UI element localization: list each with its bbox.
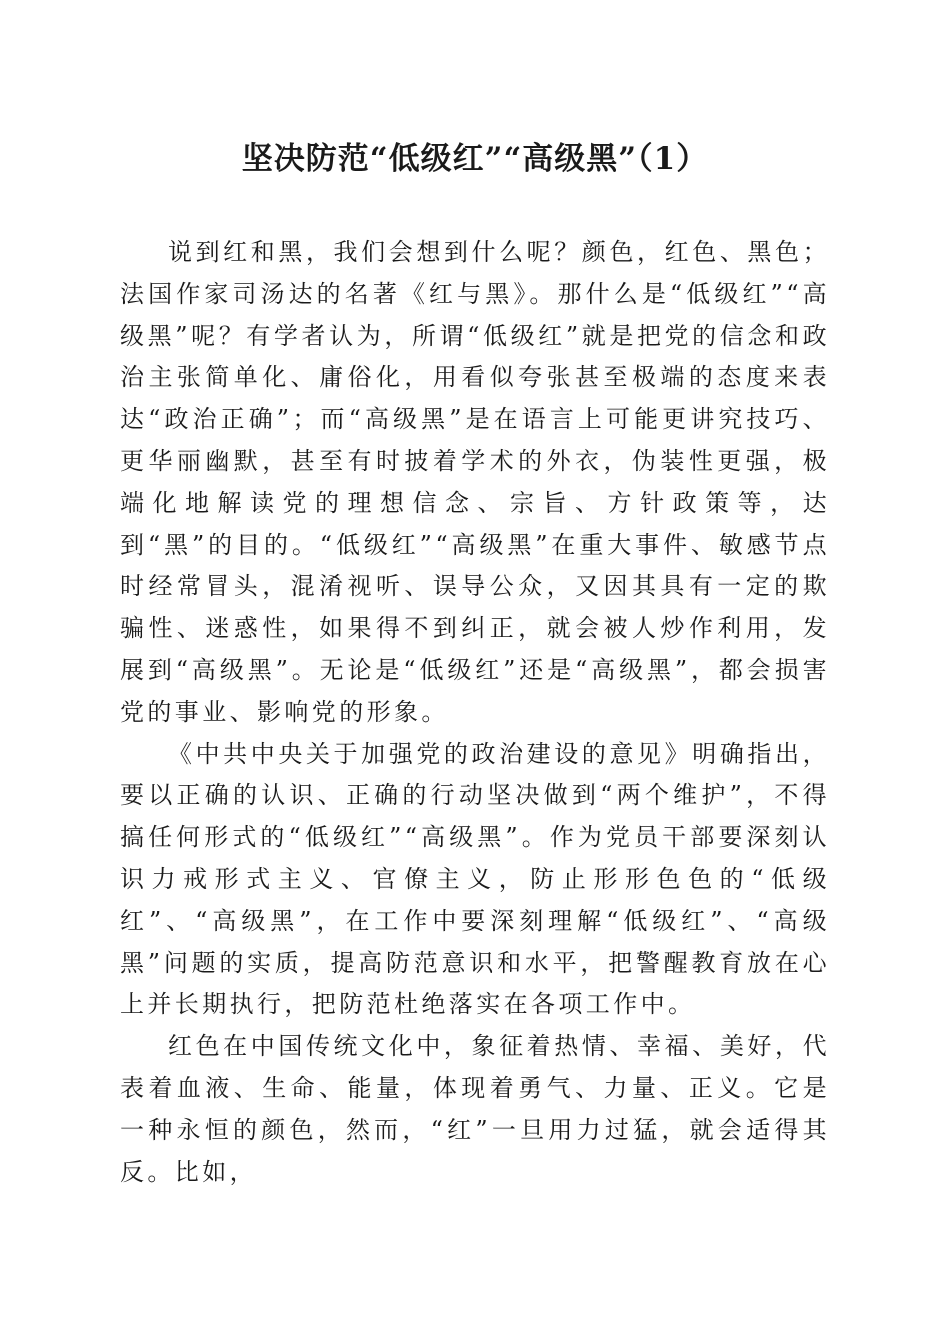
document-title: 坚决防范“低级红”“高级黑”（1）: [241, 141, 709, 177]
paragraph-2: 《中共中央关于加强党的政治建设的意见》明确指出，要以正确的认识、正确的行动坚决做到“两个维护”，不得搞任何形式的“低级红”“高级黑”。作为党员干部要深刻认识力戒形式主义、官僚主义，防止形形色色的“低级红”、“高级黑”，在工作中要深刻理解“低级红”、“高级黑”问题的实质，提高防范意识和水平，把警醒教育放在心上并长期执行，把防范杜绝落实在各项工作中。: [120, 739, 830, 1019]
document-body: [120, 232, 830, 1193]
paragraph-1: 说到红和黑，我们会想到什么呢？颜色，红色、黑色；法国作家司汤达的名著《红与黑》。那什么是“低级红”“高级黑”呢？有学者认为，所谓“低级红”就是把党的信念和政治主张简单化、庸俗化，用看似夸张甚至极端的态度来表达“政治正确”；而“高级黑”是在语言上可能更讲究技巧、更华丽幽默，甚至有时披着学术的外衣，伪装性更强，极端化地解读党的理想信念、宗旨、方针政策等，达到“黑”的目的。“低级红”“高级黑”在重大事件、敏感节点时经常冒头，混淆视听、误导公众，又因其具有一定的欺骗性、迷惑性，如果得不到纠正，就会被人炒作利用，发展到“高级黑”。无论是“低级红”还是“高级黑”，都会损害党的事业、影响党的形象。: [120, 238, 830, 726]
paragraph-3: 红色在中国传统文化中，象征着热情、幸福、美好，代表着血液、生命、能量，体现着勇气、力量、正义。它是一种永恒的颜色，然而，“红”一旦用力过猛，就会适得其反。比如，: [120, 1032, 830, 1186]
